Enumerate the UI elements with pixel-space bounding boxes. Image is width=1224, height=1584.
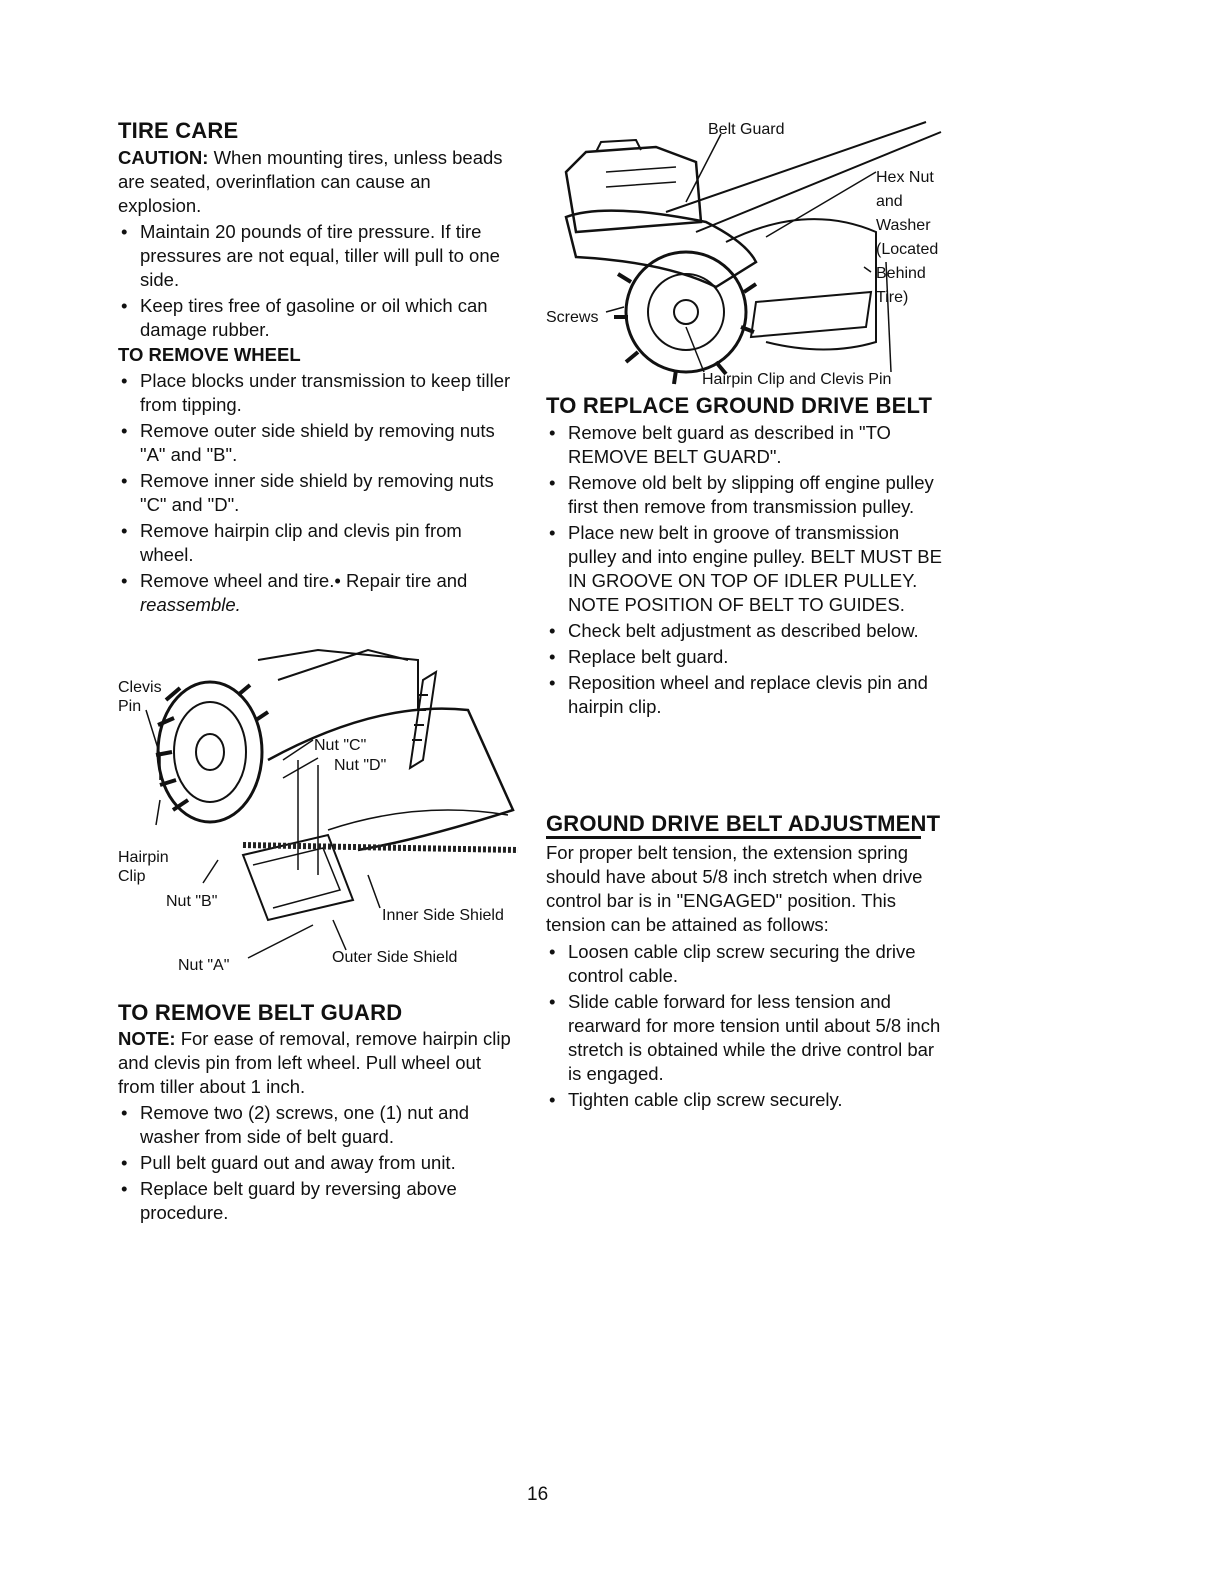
- list-item: • Place new belt in groove of transmission pulley and into engine pulley. BELT MUST BE IN GROOVE ON TOP OF IDLER PULLEY. NOTE POSITION OF BELT TO GUIDES.: [546, 521, 942, 617]
- label-clevis-pin: Clevis Pin: [118, 679, 162, 715]
- replace-belt-section: [546, 394, 942, 721]
- list-item: • Tighten cable clip screw securely.: [546, 1088, 942, 1112]
- replace-belt-heading: TO REPLACE GROUND DRIVE BELT: [546, 393, 933, 418]
- list-item: • Remove inner side shield by removing nuts "C" and "D".: [118, 469, 518, 517]
- list-item: • Slide cable forward for less tension and rearward for more tension until about 5/8 inch stretch is obtained while the drive control bar is engaged.: [546, 990, 942, 1086]
- label-nut-a: Nut "A": [178, 957, 230, 974]
- list-item: • Remove wheel and tire.• Repair tire and reassemble.: [118, 569, 518, 617]
- side-shield-diagram: [118, 640, 538, 980]
- belt-adjustment-section: [546, 812, 942, 1114]
- list-item: • Replace belt guard.: [546, 645, 942, 669]
- remove-wheel-list: [118, 369, 518, 617]
- belt-adjustment-intro: For proper belt tension, the extension spring should have about 5/8 inch stretch when drive control bar is in "ENGAGED" position. This tension can be attained as follows:: [546, 842, 923, 935]
- label-nut-d: Nut "D": [334, 757, 387, 774]
- belt-adjustment-list: [546, 940, 942, 1112]
- remove-belt-guard-heading: TO REMOVE BELT GUARD: [118, 1000, 403, 1025]
- label-nut-b: Nut "B": [166, 893, 218, 910]
- caution-text: When mounting tires, unless beads are seated, overinflation can cause an explosion.: [118, 147, 503, 216]
- replace-belt-list: [546, 421, 942, 719]
- page-number: 16: [527, 1484, 549, 1505]
- label-outer-side-shield: Outer Side Shield: [332, 949, 458, 966]
- tire-care-section: [118, 118, 518, 619]
- label-nut-c: Nut "C": [314, 737, 367, 754]
- belt-guard-diagram: [546, 112, 946, 392]
- list-item: • Remove old belt by slipping off engine pulley first then remove from transmission pulley.: [546, 471, 942, 519]
- list-item: • Remove two (2) screws, one (1) nut and washer from side of belt guard.: [118, 1101, 518, 1149]
- label-hairpin-clip: Hairpin Clip: [118, 849, 169, 885]
- note-paragraph: [118, 1027, 518, 1099]
- tire-care-heading: TIRE CARE: [118, 118, 239, 143]
- remove-belt-guard-list: [118, 1101, 518, 1225]
- tire-care-list: [118, 220, 518, 342]
- caution-label: CAUTION:: [118, 147, 209, 168]
- last-bullet-part-c: reassemble.: [140, 594, 241, 615]
- list-item: • Keep tires free of gasoline or oil which can damage rubber.: [118, 294, 518, 342]
- label-hairpin-clip-clevis-pin: Hairpin Clip and Clevis Pin: [702, 371, 892, 388]
- list-item: • Loosen cable clip screw securing the drive control cable.: [546, 940, 942, 988]
- note-label: NOTE:: [118, 1028, 176, 1049]
- list-item: • Remove outer side shield by removing nuts "A" and "B".: [118, 419, 518, 467]
- list-item: • Pull belt guard out and away from unit.: [118, 1151, 518, 1175]
- list-item: • Maintain 20 pounds of tire pressure. If tire pressures are not equal, tiller will pull to one side.: [118, 220, 518, 292]
- list-item: • Check belt adjustment as described below.: [546, 619, 942, 643]
- list-item: • Replace belt guard by reversing above procedure.: [118, 1177, 518, 1225]
- list-item: • Remove hairpin clip and clevis pin from wheel.: [118, 519, 518, 567]
- list-item: • Reposition wheel and replace clevis pin and hairpin clip.: [546, 671, 942, 719]
- label-inner-side-shield: Inner Side Shield: [382, 907, 504, 924]
- list-item: • Place blocks under transmission to keep tiller from tipping.: [118, 369, 518, 417]
- last-bullet-part-b: Repair tire and: [345, 570, 468, 591]
- remove-belt-guard-section: [118, 1000, 518, 1227]
- last-bullet-part-a: Remove wheel and tire.: [140, 570, 335, 591]
- belt-adjustment-heading: GROUND DRIVE BELT ADJUSTMENT: [546, 811, 941, 836]
- scan-streak-divider: [546, 836, 921, 839]
- caution-paragraph: [118, 146, 518, 218]
- label-hex-nut-washer: Hex Nut and Washer (Located Behind Tire): [876, 169, 939, 306]
- note-text: For ease of removal, remove hairpin clip and clevis pin from left wheel. Pull wheel out from tiller about 1 inch.: [118, 1028, 511, 1097]
- label-screws: Screws: [546, 309, 599, 326]
- list-item: • Remove belt guard as described in "TO REMOVE BELT GUARD".: [546, 421, 942, 469]
- label-belt-guard: Belt Guard: [708, 121, 785, 138]
- remove-wheel-heading: TO REMOVE WHEEL: [118, 344, 301, 365]
